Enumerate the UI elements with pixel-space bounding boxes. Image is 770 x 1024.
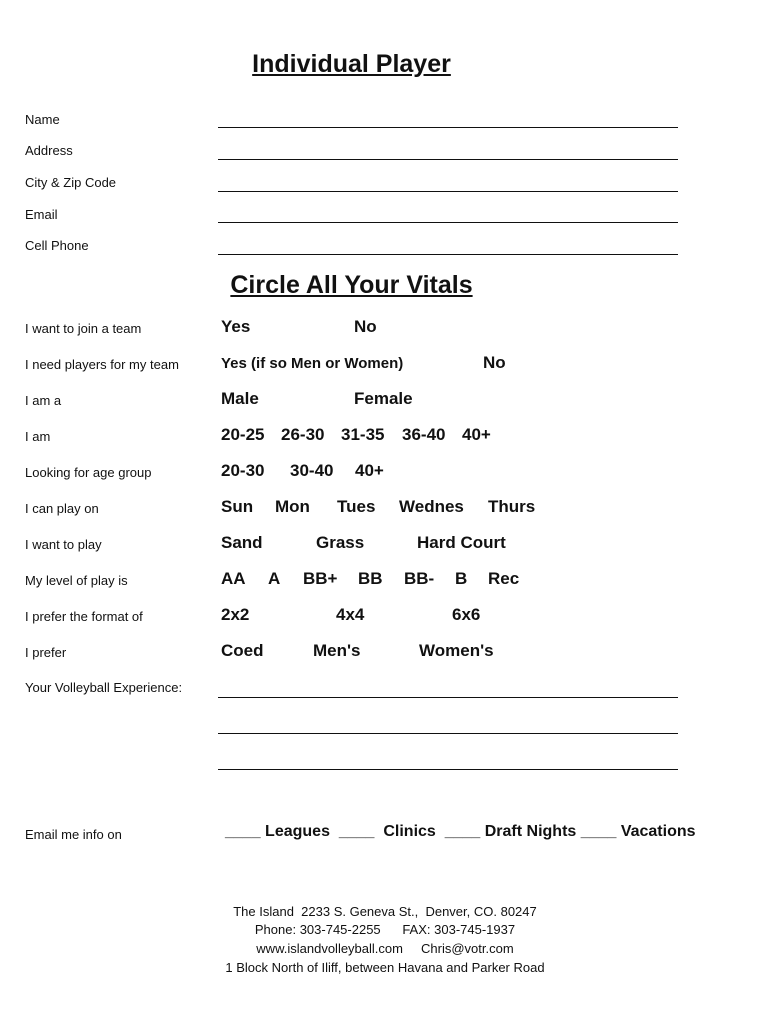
vitals-row-label: I prefer — [25, 645, 67, 660]
experience-line[interactable] — [218, 697, 678, 698]
footer-address: The Island 2233 S. Geneva St., Denver, CO. 80247 — [233, 904, 537, 919]
option-format[interactable]: 2x2 — [221, 605, 250, 624]
option-level[interactable]: BB+ — [303, 569, 338, 588]
option-age[interactable]: 31-35 — [341, 425, 385, 444]
experience-line[interactable] — [218, 733, 678, 734]
footer-directions: 1 Block North of Iliff, between Havana and Parker Road — [225, 960, 545, 975]
email-label: Email — [25, 207, 58, 222]
option-age[interactable]: 26-30 — [281, 425, 325, 444]
email-field[interactable] — [218, 222, 678, 223]
blank-line[interactable]: ____ — [225, 823, 261, 840]
blank-line[interactable]: ____ — [580, 823, 617, 840]
option-division[interactable]: Men's — [313, 641, 361, 660]
option-age[interactable]: 36-40 — [402, 425, 446, 444]
option-level[interactable]: Rec — [488, 569, 520, 588]
option-day[interactable]: Tues — [337, 497, 376, 516]
option-vacations[interactable]: Vacations — [620, 823, 696, 840]
option-yes[interactable]: Yes — [221, 317, 251, 336]
option-male[interactable]: Male — [221, 389, 259, 408]
option-day[interactable]: Thurs — [488, 497, 536, 516]
option-age-group[interactable]: 30-40 — [290, 461, 334, 480]
option-age[interactable]: 20-25 — [221, 425, 265, 444]
blank-line[interactable]: ____ — [338, 823, 375, 840]
vitals-row-label: My level of play is — [25, 573, 128, 588]
city-zip-label: City & Zip Code — [25, 175, 117, 190]
option-clinics[interactable]: Clinics — [383, 823, 436, 840]
cell-phone-label: Cell Phone — [25, 238, 89, 253]
experience-line[interactable] — [218, 769, 678, 770]
name-label: Name — [25, 112, 60, 127]
option-day[interactable]: Mon — [275, 497, 310, 516]
option-level[interactable]: BB- — [404, 569, 435, 588]
address-label: Address — [25, 143, 73, 158]
vitals-row-label: I prefer the format of — [25, 609, 143, 624]
footer-phone: Phone: 303-745-2255 FAX: 303-745-1937 — [254, 922, 516, 937]
vitals-row-label: I can play on — [25, 501, 99, 516]
option-format[interactable]: 4x4 — [336, 605, 365, 624]
option-text: Yes (if so Men or Women) — [221, 355, 404, 372]
option-surface[interactable]: Sand — [221, 533, 263, 552]
option-surface[interactable]: Grass — [316, 533, 365, 552]
email-info-label: Email me info on — [25, 827, 122, 842]
page-title: Individual Player — [252, 50, 451, 78]
vitals-row-label: I want to play — [25, 537, 102, 552]
option-division[interactable]: Women's — [419, 641, 494, 660]
option-level[interactable]: AA — [221, 569, 246, 588]
option-level[interactable]: A — [268, 569, 281, 588]
option-day[interactable]: Wednes — [399, 497, 464, 516]
cell-phone-field[interactable] — [218, 254, 678, 255]
city-zip-field[interactable] — [218, 191, 678, 192]
option-no[interactable]: No — [483, 353, 506, 372]
option-age-group[interactable]: 20-30 — [221, 461, 265, 480]
option-level[interactable]: BB — [358, 569, 383, 588]
vitals-row-label: I want to join a team — [25, 321, 142, 336]
option-level[interactable]: B — [455, 569, 468, 588]
address-field[interactable] — [218, 159, 678, 160]
option-division[interactable]: Coed — [221, 641, 264, 660]
vitals-title: Circle All Your Vitals — [230, 271, 473, 299]
experience-label: Your Volleyball Experience: — [25, 680, 183, 695]
option-format[interactable]: 6x6 — [452, 605, 481, 624]
option-leagues[interactable]: Leagues — [265, 823, 330, 840]
option-yes-men-women[interactable] — [221, 353, 403, 373]
option-day[interactable]: Sun — [221, 497, 254, 516]
vitals-row-label: I need players for my team — [25, 357, 179, 372]
name-field[interactable] — [218, 127, 678, 128]
option-female[interactable]: Female — [354, 389, 413, 408]
option-draft-nights[interactable]: Draft Nights — [484, 823, 577, 840]
footer-web: www.islandvolleyball.com Chris@votr.com — [256, 941, 514, 956]
vitals-row-label: I am a — [25, 393, 62, 408]
option-age[interactable]: 40+ — [462, 425, 491, 444]
email-info-options — [225, 823, 696, 841]
option-age-group[interactable]: 40+ — [355, 461, 384, 480]
vitals-row-label: I am — [25, 429, 51, 444]
blank-line[interactable]: ____ — [444, 823, 481, 840]
option-surface[interactable]: Hard Court — [417, 533, 506, 552]
option-no[interactable]: No — [354, 317, 377, 336]
vitals-row-label: Looking for age group — [25, 465, 152, 480]
